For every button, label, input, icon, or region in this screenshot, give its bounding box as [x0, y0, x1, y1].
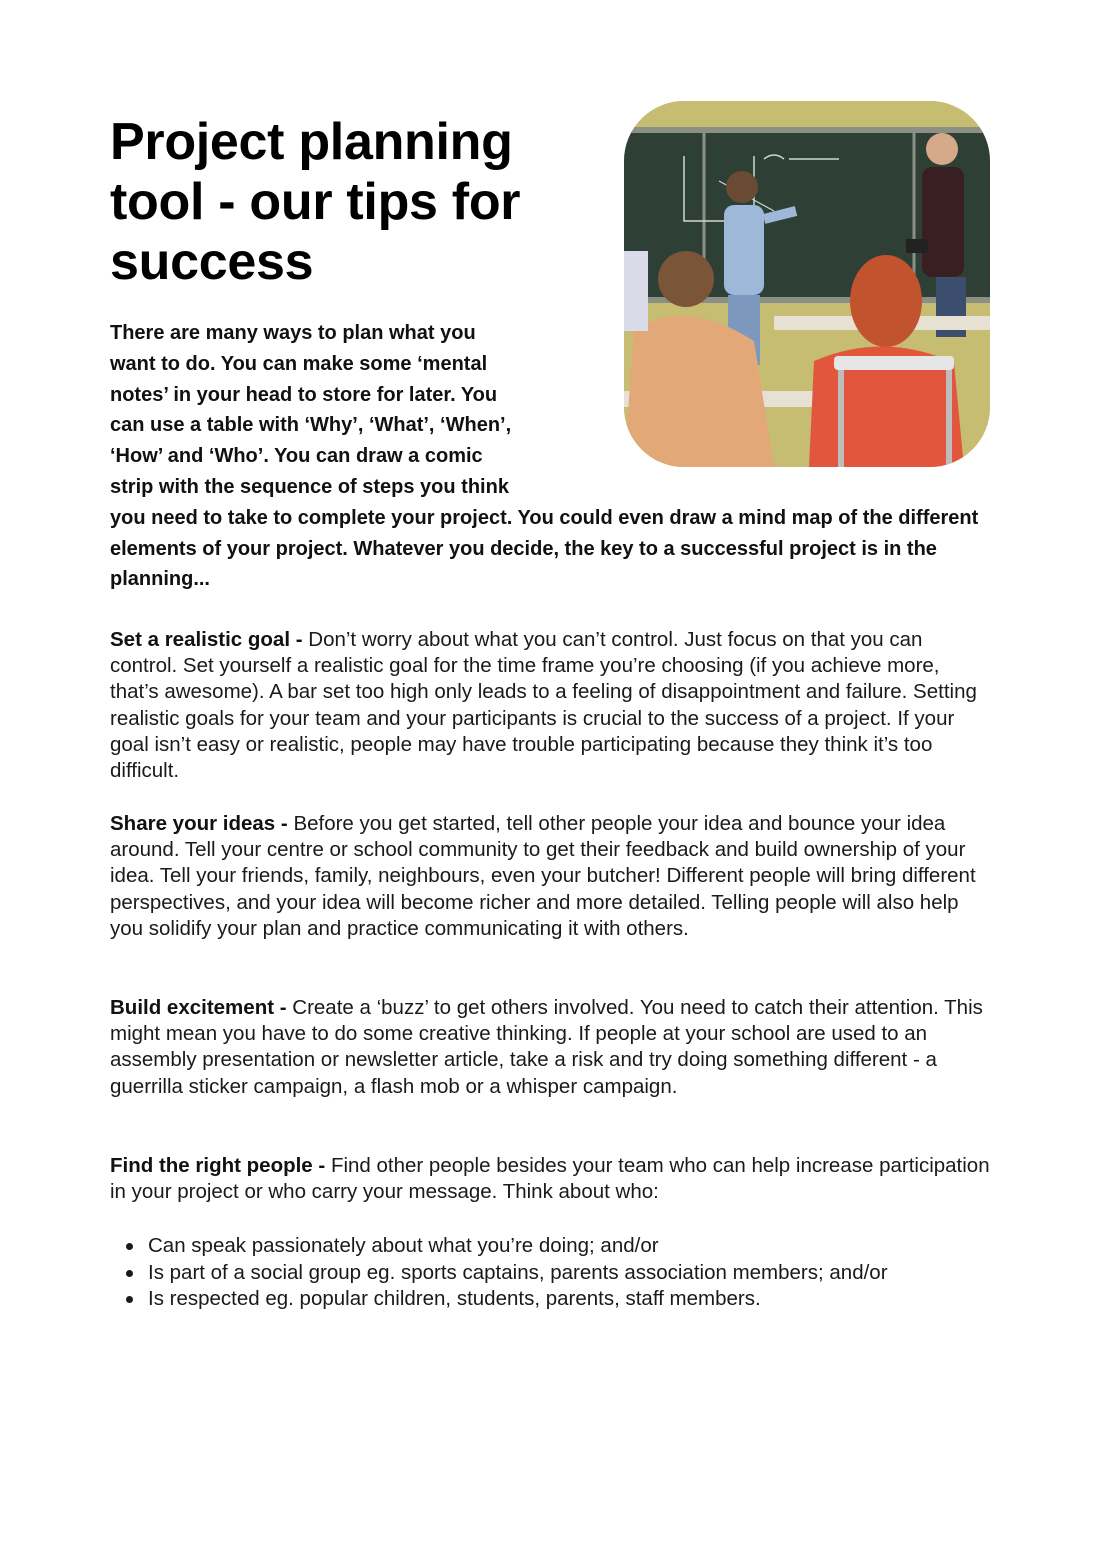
section-heading: Build excitement - — [110, 996, 287, 1019]
section-body: Before you get started, tell other people your idea and bounce your idea around. Tell your centre or school community to get their feedback and build ownership of your idea. Tell your friends, family, neighbours, even your butcher! Different people will bring different perspectives, and your idea will become richer and more detailed. Telling people will also help you solidify your plan and practice communicating it with others. — [110, 812, 976, 940]
section-body: Don’t worry about what you can’t control. Just focus on that you can control. Set yourself a realistic goal for the time frame you’re choosing (if you achieve more, that’s awesome). A bar set too high only leads to a feeling of disappointment and failure. Setting realistic goals for your team and your participants is crucial to the success of a project. If your goal isn’t easy or realistic, people may have trouble participating because they think it’s too difficult. — [110, 628, 977, 783]
bullet-list — [110, 1233, 990, 1313]
list-item-text: Is part of a social group eg. sports captains, parents association members; and/or — [148, 1260, 888, 1284]
image-wrap-spacer — [520, 318, 990, 486]
section-heading: Find the right people - — [110, 1154, 326, 1177]
section-body: Create a ‘buzz’ to get others involved. You need to catch their attention. This might mean you have to do some creative thinking. If people at your school are used to an assembly presentation or newsletter article, take a risk and try doing something different - a guerrilla sticker campaign, a flash mob or a whisper campaign. — [110, 996, 983, 1098]
bullet-icon — [126, 1270, 133, 1277]
list-item-text: Is respected eg. popular children, students, parents, staff members. — [148, 1287, 761, 1310]
intro-paragraph — [110, 318, 990, 595]
list-item — [110, 1233, 990, 1260]
section-find-right-people — [110, 1153, 992, 1205]
intro-text: There are many ways to plan what you want to do. You can make some ‘mental notes’ in your head to store for later. You can use a table with ‘Why’, ‘What’, ‘When’, ‘How’ and ‘Who’. You can draw a comic strip with the sequence of steps you think you need to take to complete your project. You could even draw a mind map of the different elements of your project. Whatever you decide, the key to a successful project is in the planning... — [110, 322, 979, 591]
section-share-ideas — [110, 811, 992, 942]
list-item-text: Can speak passionately about what you’re doing; and/or — [148, 1234, 659, 1257]
list-item — [110, 1286, 990, 1313]
section-heading: Share your ideas - — [110, 812, 288, 835]
bullet-icon — [126, 1296, 133, 1303]
page-title: Project planning tool - our tips for success — [110, 113, 521, 291]
bullet-icon — [126, 1243, 133, 1250]
section-heading: Set a realistic goal - — [110, 628, 303, 651]
section-build-excitement — [110, 995, 992, 1100]
section-set-realistic-goal — [110, 627, 992, 784]
section-body: Find other people besides your team who can help increase participation in your project or who carry your message. Think about who: — [110, 1154, 990, 1204]
list-item — [110, 1260, 990, 1287]
